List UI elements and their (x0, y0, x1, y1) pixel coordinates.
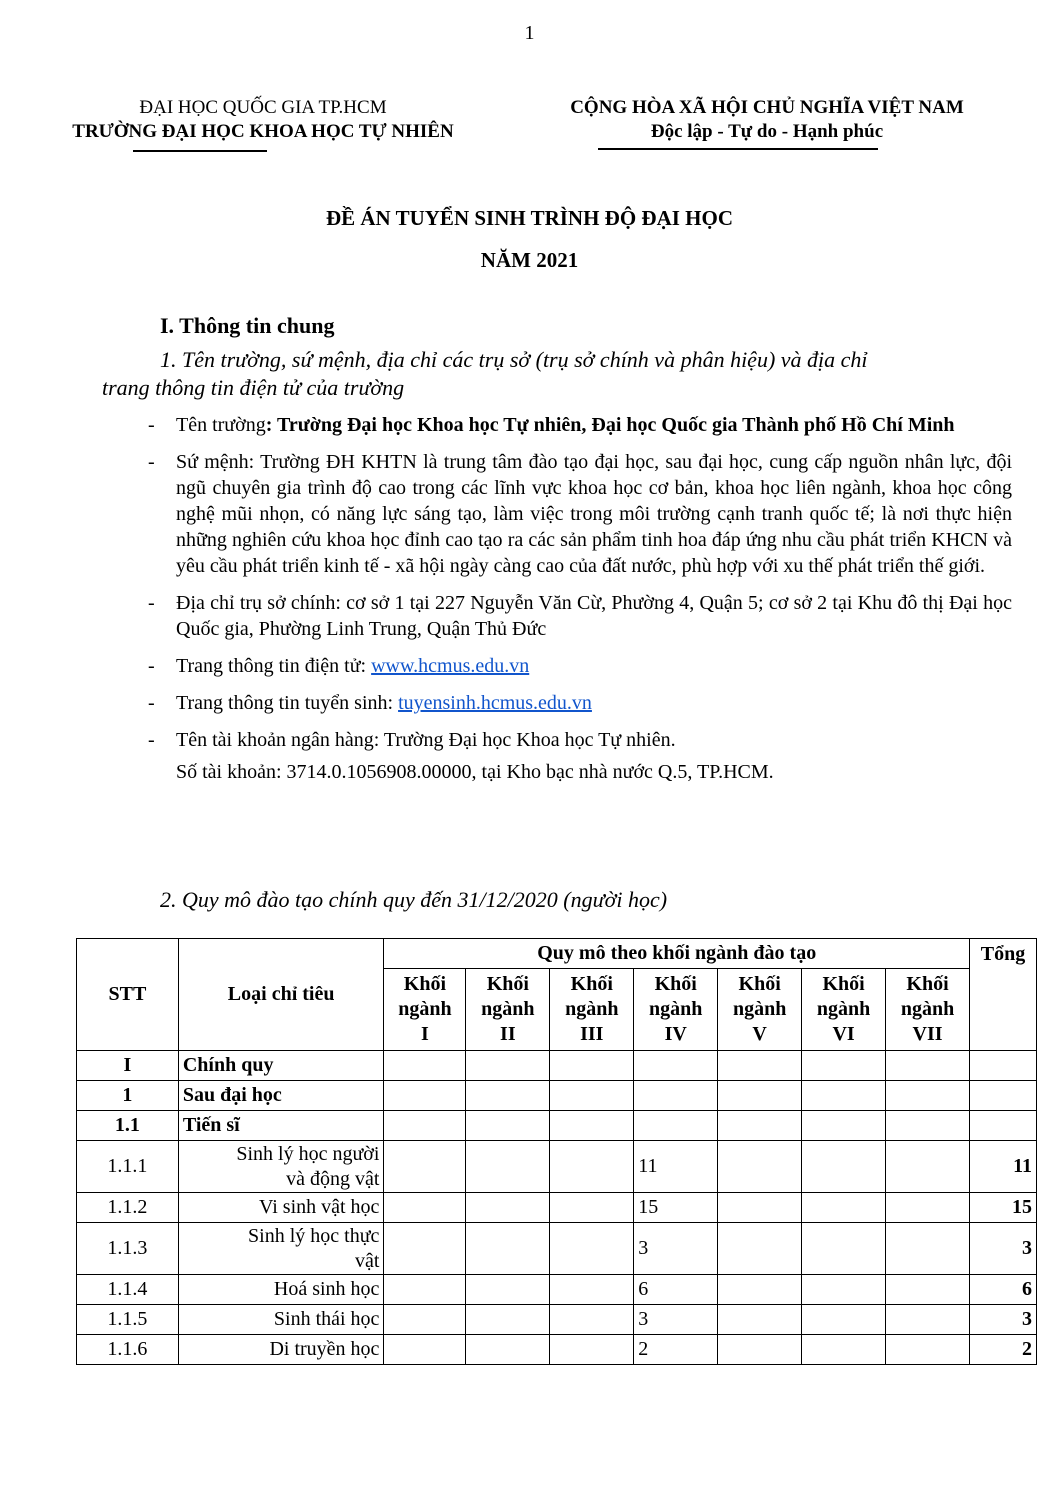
list-item-website: - Trang thông tin điện tử: www.hcmus.edu.vn (148, 655, 530, 677)
header-block-4: Khối ngành IV (634, 969, 718, 1051)
list-item-bank: - Tên tài khoản ngân hàng: Trường Đại học Khoa học Tự nhiên. (148, 729, 676, 751)
page-number: 1 (524, 22, 535, 44)
subsection-2-heading: 2. Quy mô đào tạo chính quy đến 31/12/2020 (người học) (160, 887, 668, 912)
document-year: NĂM 2021 (480, 248, 579, 272)
info-list (148, 412, 1012, 785)
header-block-5: Khối ngành V (718, 969, 802, 1051)
table-row: 1.1.5 Sinh thái học 3 3 (77, 1305, 1037, 1335)
table-row: 1.1.3 Sinh lý học thực vật 3 3 (77, 1223, 1037, 1275)
header-block-3: Khối ngành III (550, 969, 634, 1051)
list-item-mission: - Sứ mệnh: Trường ĐH KHTN là trung tâm đào tạo đại học, sau đại học, cung cấp nguồn nhân lực, đội ngũ chuyên gia trình độ cao trong các lĩnh vực khoa học cơ bản, khoa học liên ngành, khoa học công nghệ mũi nhọn, có năng lực sáng tạo, làm việc trong môi trường cạnh tranh quốc tế; là nơi thực hiện những nghiên cứu khoa học đỉnh cao tạo ra các sản phẩm tinh hoa đáp ứng nhu cầu phát triển KHCN và yêu cầu phát triển kinh tế - xã hội ngày càng cao của đất nước, phù hợp với xu thế phát triển thế giới. (148, 451, 1012, 577)
header-left (40, 96, 486, 144)
header-block-2: Khối ngành II (466, 969, 550, 1051)
subsection-1-heading-line2: trang thông tin điện tử của trường (102, 375, 405, 400)
university-name: ĐẠI HỌC QUỐC GIA TP.HCM (139, 97, 387, 118)
country-name: CỘNG HÒA XÃ HỘI CHỦ NGHĨA VIỆT NAM (570, 97, 964, 118)
national-motto: Độc lập - Tự do - Hạnh phúc (650, 121, 884, 142)
header-left-underline (133, 150, 267, 152)
header-right-underline (598, 148, 878, 150)
header-stt: STT (77, 939, 179, 1051)
table-row: 1.1 Tiến sĩ (77, 1111, 1037, 1141)
table-row: 1 Sau đại học (77, 1081, 1037, 1111)
section-heading: I. Thông tin chung (160, 313, 335, 338)
header-total: Tổng (970, 939, 1037, 1051)
table-row: I Chính quy (77, 1051, 1037, 1081)
school-name: TRƯỜNG ĐẠI HỌC KHOA HỌC TỰ NHIÊN (72, 121, 454, 142)
list-item-school-name: - Tên trường: Trường Đại học Khoa học Tự nhiên, Đại học Quốc gia Thành phố Hồ Chí Minh (148, 414, 955, 436)
table-row: 1.1.6 Di truyền học 2 2 (77, 1335, 1037, 1365)
table-row: 1.1.2 Vi sinh vật học 15 15 (77, 1193, 1037, 1223)
enrollment-table (76, 938, 1037, 1365)
header-type: Loại chỉ tiêu (178, 939, 384, 1051)
list-item-admission-site: - Trang thông tin tuyển sinh: tuyensinh.hcmus.edu.vn (148, 692, 592, 714)
bank-account: Số tài khoản: 3714.0.1056908.00000, tại Kho bạc nhà nước Q.5, TP.HCM. (176, 761, 774, 783)
header-block-7: Khối ngành VII (886, 969, 970, 1051)
list-item-address: - Địa chỉ trụ sở chính: cơ sở 1 tại 227 Nguyễn Văn Cừ, Phường 4, Quận 5; cơ sở 2 tại Khu đô thị Đại học Quốc gia, Phường Linh Trung, Quận Thủ Đức (148, 592, 1012, 640)
header-group: Quy mô theo khối ngành đào tạo (384, 939, 970, 969)
header-block-6: Khối ngành VI (802, 969, 886, 1051)
header-right (532, 96, 1002, 144)
table-row: 1.1.1 Sinh lý học người và động vật 11 11 (77, 1141, 1037, 1193)
school-full-name: : Trường Đại học Khoa học Tự nhiên, Đại học Quốc gia Thành phố Hồ Chí Minh (265, 414, 955, 436)
admission-link[interactable]: tuyensinh.hcmus.edu.vn (398, 692, 592, 714)
table-row: 1.1.4 Hoá sinh học 6 6 (77, 1275, 1037, 1305)
table-header-row (77, 939, 1037, 969)
website-link[interactable]: www.hcmus.edu.vn (371, 655, 530, 677)
subsection-1-heading-line1: 1. Tên trường, sứ mệnh, địa chỉ các trụ sở (trụ sở chính và phân hiệu) và địa chỉ (160, 347, 868, 372)
header-block-1: Khối ngành I (384, 969, 466, 1051)
document-title: ĐỀ ÁN TUYỂN SINH TRÌNH ĐỘ ĐẠI HỌC (325, 206, 734, 230)
